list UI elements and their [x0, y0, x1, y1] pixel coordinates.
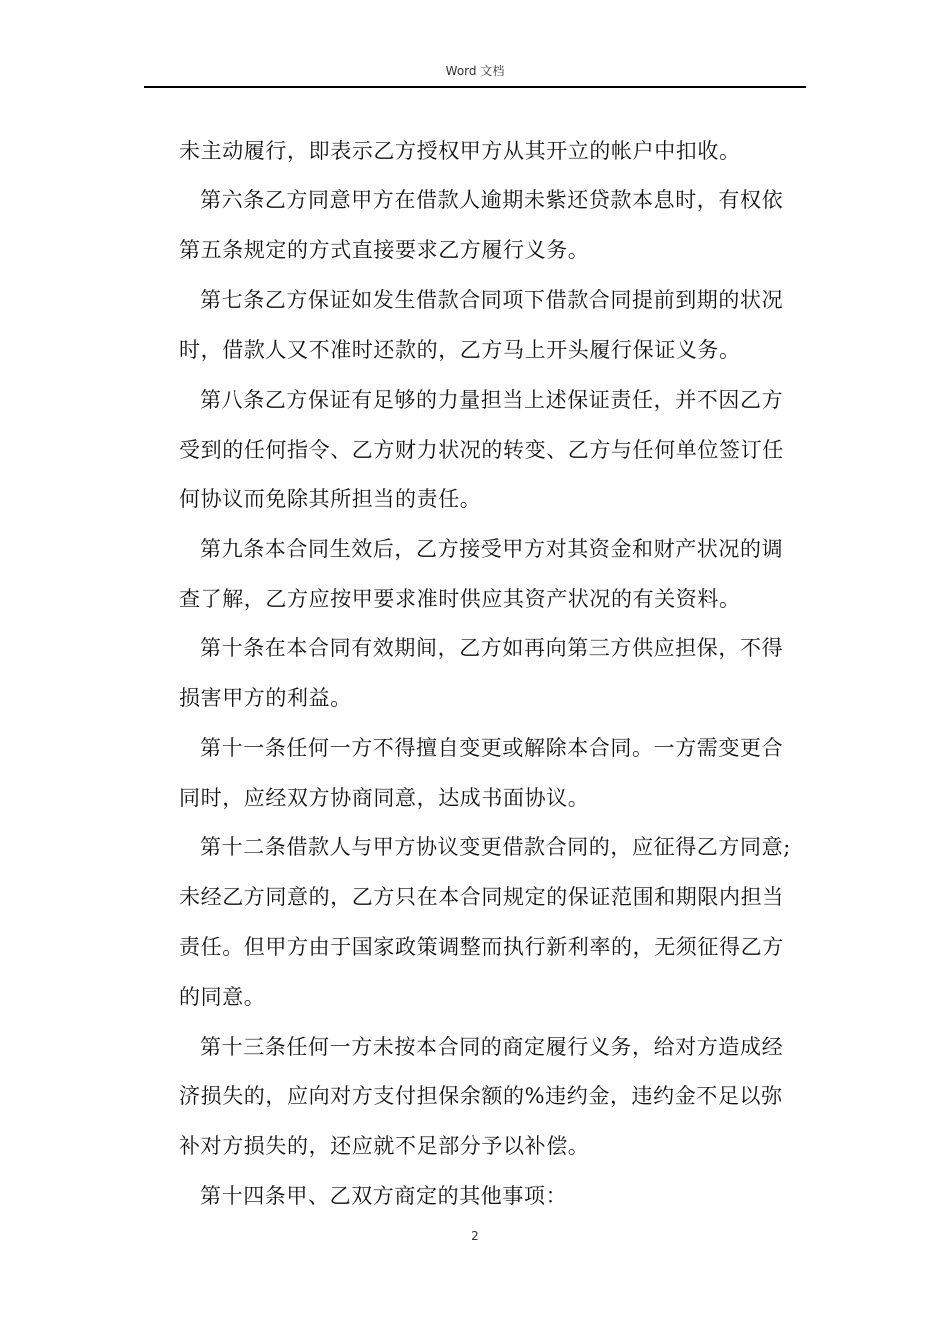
- text-line: 责任。但甲方由于国家政策调整而执行新利率的，无须征得乙方: [179, 935, 784, 959]
- text-line: 第九条本合同生效后，乙方接受甲方对其资金和财产状况的调: [200, 537, 784, 561]
- text-line: 第十条在本合同有效期间，乙方如再向第三方供应担保，不得: [200, 636, 784, 660]
- text-line: 何协议而免除其所担当的责任。: [179, 487, 482, 511]
- page-number: 2: [471, 1229, 479, 1243]
- header-rule: [144, 86, 806, 88]
- text-line: 第十二条借款人与甲方协议变更借款合同的，应征得乙方同意;: [200, 835, 791, 859]
- text-line: 未主动履行，即表示乙方授权甲方从其开立的帐户中扣收。: [179, 139, 741, 163]
- text-line: 时，借款人又不准时还款的，乙方马上开头履行保证义务。: [179, 338, 741, 362]
- text-line: 第十四条甲、乙双方商定的其他事项：: [200, 1184, 568, 1208]
- text-line: 同时，应经双方协商同意，达成书面协议。: [179, 786, 590, 810]
- text-line: 补对方损失的，还应就不足部分予以补偿。: [179, 1134, 590, 1158]
- text-line: 第五条规定的方式直接要求乙方履行义务。: [179, 238, 590, 262]
- text-line: 第八条乙方保证有足够的力量担当上述保证责任，并不因乙方: [200, 388, 784, 412]
- text-line: 查了解，乙方应按甲要求准时供应其资产状况的有关资料。: [179, 587, 741, 611]
- text-line: 第七条乙方保证如发生借款合同项下借款合同提前到期的状况: [200, 288, 784, 312]
- text-line: 第十三条任何一方未按本合同的商定履行义务，给对方造成经: [200, 1035, 784, 1059]
- text-line: 第十一条任何一方不得擅自变更或解除本合同。一方需变更合: [200, 736, 784, 760]
- text-line: 受到的任何指令、乙方财力状况的转变、乙方与任何单位签订任: [179, 438, 784, 462]
- text-line: 损害甲方的利益。: [179, 686, 352, 710]
- text-line: 第六条乙方同意甲方在借款人逾期未紫还贷款本息时，有权依: [200, 188, 784, 212]
- page-header: Word 文档: [445, 64, 505, 78]
- text-line: 的同意。: [179, 985, 266, 1009]
- text-line: 未经乙方同意的，乙方只在本合同规定的保证范围和期限内担当: [179, 885, 784, 909]
- text-line: 济损失的，应向对方支付担保余额的%违约金，违约金不足以弥: [179, 1084, 783, 1108]
